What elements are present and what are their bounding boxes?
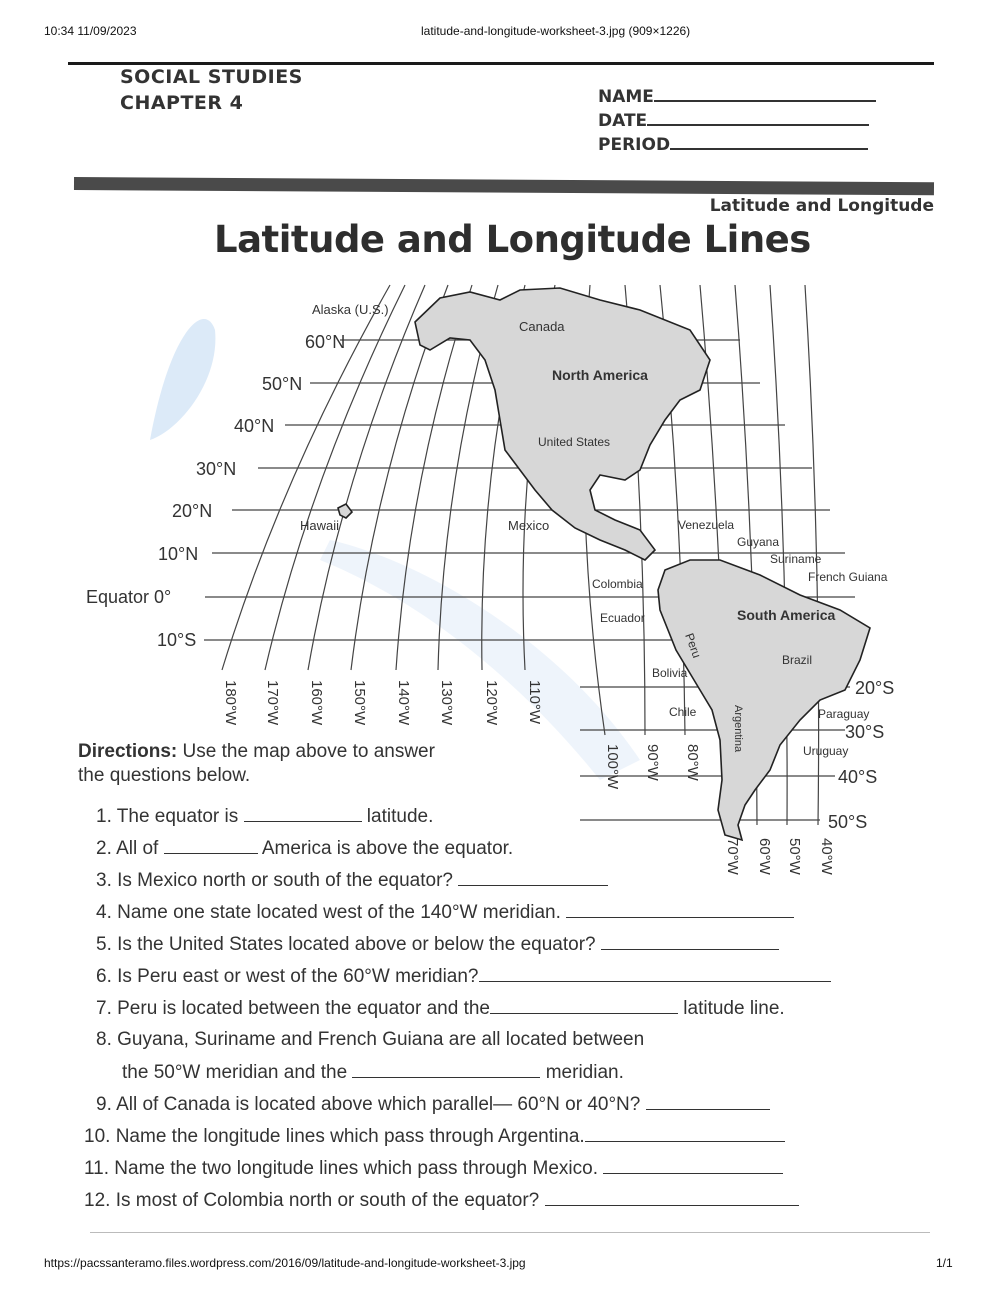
question-item — [84, 1189, 799, 1212]
question-item — [84, 1125, 785, 1148]
question-number: 3. — [96, 870, 118, 891]
question-number: 12. — [84, 1190, 116, 1211]
question-item — [96, 997, 785, 1020]
question-text-suffix: America is above the equator. — [257, 838, 514, 859]
directions-line2: the questions below. — [78, 765, 251, 786]
longitude-label: 100°W — [604, 744, 621, 790]
place-label: Venezuela — [678, 518, 735, 532]
question-text-suffix: latitude. — [361, 806, 434, 827]
latitude-label: 10°N — [158, 544, 199, 564]
answer-blank[interactable] — [244, 805, 362, 822]
place-label: Ecuador — [600, 611, 645, 625]
place-label: South America — [737, 607, 836, 623]
date-field[interactable] — [598, 110, 869, 131]
longitude-label: 70°W — [724, 838, 741, 875]
question-item — [96, 901, 794, 924]
longitude-label: 180°W — [222, 680, 239, 726]
course-subject: SOCIAL STUDIES — [120, 66, 303, 88]
name-line[interactable] — [654, 86, 876, 102]
answer-blank[interactable] — [601, 933, 779, 950]
answer-blank[interactable] — [164, 837, 258, 854]
place-label: United States — [538, 435, 611, 449]
place-label: Argentina — [732, 705, 744, 753]
question-text-suffix: latitude line. — [678, 998, 785, 1019]
answer-blank[interactable] — [479, 965, 831, 982]
worksheet-subtitle: Latitude and Longitude — [709, 196, 934, 216]
longitude-label: 160°W — [308, 680, 325, 726]
period-label: PERIOD — [598, 135, 671, 155]
question-number: 4. — [96, 902, 118, 923]
longitude-label: 150°W — [351, 680, 368, 726]
print-doc-title: latitude-and-longitude-worksheet-3.jpg (909×1226) — [421, 24, 691, 38]
question-text: Is the United States located above or below the equator? — [117, 934, 601, 955]
place-label: Peru — [682, 631, 705, 660]
place-label: Uruguay — [803, 744, 849, 758]
latitude-label: 20°N — [172, 501, 213, 521]
question-number: 7. — [96, 998, 118, 1019]
answer-blank[interactable] — [545, 1189, 799, 1206]
place-label: North America — [552, 367, 648, 383]
answer-blank[interactable] — [646, 1093, 770, 1110]
question-number: 2. — [96, 838, 117, 859]
answer-blank[interactable] — [490, 997, 678, 1014]
question-text: All of — [116, 838, 164, 859]
question-text: All of Canada is located above which parallel— 60°N or 40°N? — [116, 1094, 646, 1115]
question-item — [122, 1061, 624, 1084]
place-label: Chile — [669, 705, 697, 719]
question-number: 1. — [96, 806, 117, 827]
place-label: Guyana — [737, 535, 780, 549]
question-text: Peru is located between the equator and the — [117, 998, 490, 1019]
place-label: Alaska (U.S.) — [312, 302, 389, 317]
question-number: 8. — [96, 1029, 118, 1050]
question-text: Name the two longitude lines which pass through Mexico. — [114, 1158, 604, 1179]
place-label: Mexico — [508, 518, 550, 533]
latitude-label: 10°S — [157, 630, 197, 650]
question-number: 6. — [96, 966, 118, 987]
longitude-label: 60°W — [756, 838, 773, 875]
longitude-label: 110°W — [526, 680, 543, 725]
place-label: Hawaii — [300, 518, 340, 533]
latitude-label: 30°N — [196, 459, 237, 479]
period-line[interactable] — [670, 134, 868, 150]
answer-blank[interactable] — [603, 1157, 783, 1174]
period-field[interactable] — [598, 134, 868, 155]
question-item — [96, 805, 433, 828]
longitude-label: 130°W — [438, 680, 455, 726]
course-heading — [120, 64, 303, 116]
longitude-label: 170°W — [264, 680, 281, 726]
header-bar — [74, 177, 934, 195]
question-text: Is most of Colombia north or south of the equator? — [115, 1190, 545, 1211]
latitude-label: 50°S — [828, 812, 868, 832]
latitude-label: 30°S — [845, 722, 885, 742]
directions — [78, 740, 435, 788]
question-number: 9. — [96, 1094, 117, 1115]
latitude-label: Equator 0° — [86, 587, 172, 607]
question-text: the 50°W meridian and the — [122, 1062, 353, 1083]
place-label: Paraguay — [818, 707, 870, 721]
longitude-label: 50°W — [786, 838, 803, 875]
footer-page: 1/1 — [936, 1256, 953, 1270]
date-label: DATE — [598, 111, 648, 131]
question-number: 10. — [84, 1126, 116, 1147]
longitude-label: 40°W — [818, 838, 835, 875]
footer-url: https://pacssanteramo.files.wordpress.com/2016/09/latitude-and-longitude-worksheet-3.jpg — [44, 1256, 526, 1270]
place-label: Brazil — [782, 653, 813, 667]
longitude-label: 120°W — [483, 680, 500, 726]
answer-blank[interactable] — [352, 1061, 540, 1078]
answer-blank[interactable] — [458, 869, 608, 886]
bottom-rule — [90, 1232, 930, 1233]
question-item — [84, 1157, 783, 1180]
question-item — [96, 869, 608, 892]
latitude-label: 40°N — [234, 416, 275, 436]
question-text: The equator is — [116, 806, 244, 827]
question-item — [96, 965, 831, 988]
question-text: Is Peru east or west of the 60°W meridian? — [117, 966, 479, 987]
place-label: Canada — [519, 319, 565, 334]
question-item — [96, 837, 513, 860]
place-label: Colombia — [592, 577, 643, 591]
question-text: Name one state located west of the 140°W meridian. — [117, 902, 567, 923]
directions-line1: Use the map above to answer — [177, 741, 435, 762]
question-item — [96, 1093, 770, 1116]
longitude-label: 80°W — [684, 744, 701, 781]
question-text: Name the longitude lines which pass through Argentina. — [115, 1126, 585, 1147]
question-number: 11. — [84, 1158, 115, 1179]
course-chapter: CHAPTER 4 — [120, 92, 244, 114]
question-number: 5. — [96, 934, 118, 955]
answer-blank[interactable] — [585, 1125, 785, 1142]
latitude-label: 20°S — [855, 678, 895, 698]
hawaii-shape — [338, 504, 352, 518]
place-label: French Guiana — [808, 570, 888, 584]
date-line[interactable] — [647, 110, 869, 126]
question-item — [96, 1029, 644, 1051]
longitude-label: 140°W — [395, 680, 412, 726]
question-text-suffix: meridian. — [540, 1062, 624, 1083]
place-label: Bolivia — [652, 666, 688, 680]
question-text: Guyana, Suriname and French Guiana are all located between — [117, 1029, 645, 1050]
latitude-label: 60°N — [305, 332, 346, 352]
name-field[interactable] — [598, 86, 876, 107]
latitude-label: 40°S — [838, 767, 878, 787]
print-datetime: 10:34 11/09/2023 — [44, 24, 137, 38]
latitude-label: 50°N — [262, 374, 303, 394]
question-item — [96, 933, 779, 956]
answer-blank[interactable] — [566, 901, 794, 918]
name-label: NAME — [598, 87, 654, 107]
longitude-label: 90°W — [644, 744, 661, 781]
place-label: Suriname — [770, 552, 822, 566]
worksheet-title: Latitude and Longitude Lines — [214, 218, 811, 261]
directions-label: Directions: — [78, 741, 178, 762]
south-america-shape — [658, 560, 870, 840]
latitude-longitude-map — [0, 270, 1000, 890]
question-text: Is Mexico north or south of the equator? — [117, 870, 459, 891]
